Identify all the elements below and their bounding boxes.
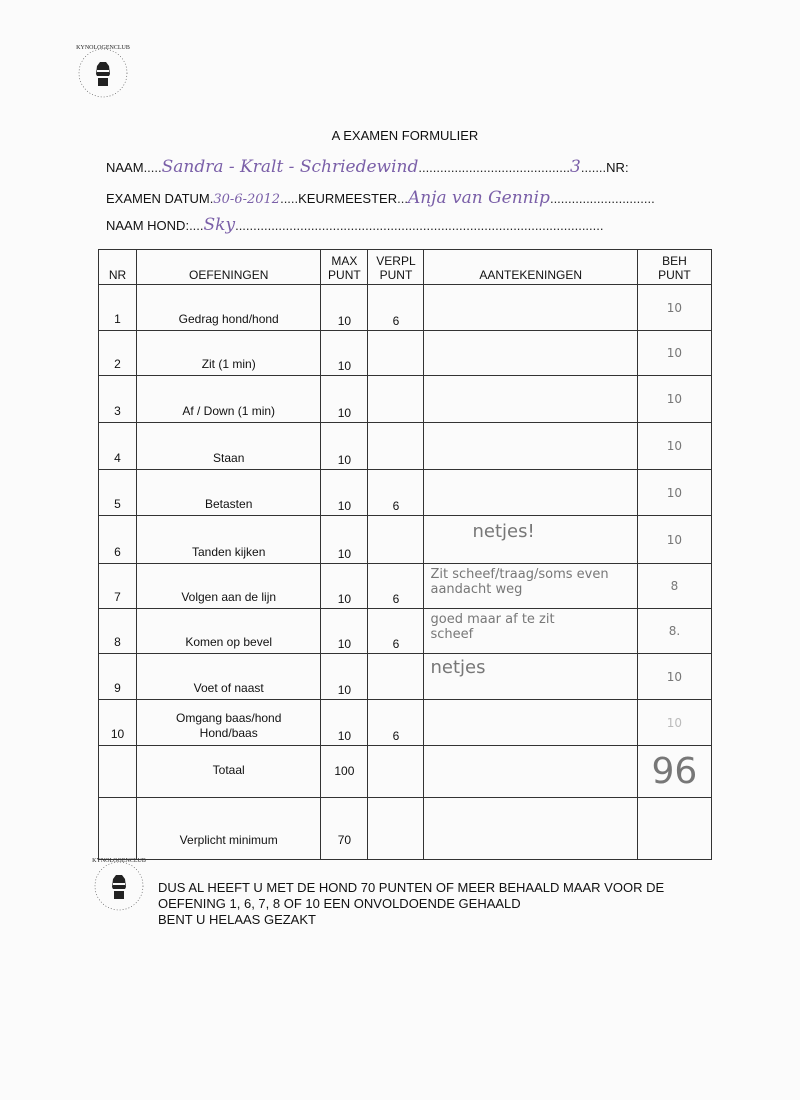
row-name: Gedrag hond/hond [137, 285, 321, 331]
row-note [424, 654, 637, 700]
row-nr: 3 [99, 376, 137, 423]
row-max: 10 [321, 609, 368, 654]
table-row [99, 654, 712, 700]
row-score: 10 [637, 700, 711, 746]
row-nr: 10 [99, 700, 137, 746]
club-logo-bottom [86, 853, 152, 919]
datum-label: EXAMEN DATUM [106, 191, 210, 206]
row-max: 10 [321, 700, 368, 746]
table-row [99, 331, 712, 376]
table-row [99, 516, 712, 564]
nr-label: NR: [606, 160, 629, 175]
row-nr: 5 [99, 470, 137, 516]
row-max: 10 [321, 423, 368, 470]
row-verpl: 6 [368, 470, 424, 516]
row-score: 8. [637, 609, 711, 654]
table-row [99, 700, 712, 746]
form-title: A EXAMEN FORMULIER [331, 128, 479, 143]
row-score: 8 [637, 564, 711, 609]
row-note [424, 423, 637, 470]
row-verpl [368, 654, 424, 700]
row-verpl [368, 331, 424, 376]
row-max: 10 [321, 285, 368, 331]
row-max: 10 [321, 470, 368, 516]
row-note [424, 609, 637, 654]
row-verpl [368, 376, 424, 423]
totaal-row [99, 746, 712, 798]
footer-notice [158, 880, 664, 928]
totaal-note [424, 746, 637, 798]
row-nr: 2 [99, 331, 137, 376]
row-name: Zit (1 min) [137, 331, 321, 376]
row-nr: 4 [99, 423, 137, 470]
row-nr: 8 [99, 609, 137, 654]
row-verpl: 6 [368, 285, 424, 331]
row-max: 10 [321, 564, 368, 609]
totaal-nr [99, 746, 137, 798]
row-note [424, 700, 637, 746]
keurmeester-label: KEURMEESTER [298, 191, 398, 206]
table-row [99, 470, 712, 516]
datum-value: 30-6-2012 [213, 192, 281, 207]
row-note [424, 564, 637, 609]
row-score: 10 [637, 470, 711, 516]
naam-value: Sandra - Kralt - Schriedewind [161, 157, 419, 177]
table-row [99, 376, 712, 423]
row-name: Voet of naast [137, 654, 321, 700]
row-nr: 7 [99, 564, 137, 609]
row-verpl: 6 [368, 609, 424, 654]
row-verpl: 6 [368, 564, 424, 609]
footer-line-2: OEFENING 1, 6, 7, 8 OF 10 EEN ONVOLDOENDE GEHAALD [158, 896, 521, 911]
svg-text:KYNOLOGENCLUB: KYNOLOGENCLUB [92, 858, 146, 864]
table-row [99, 285, 712, 331]
row-max: 10 [321, 516, 368, 564]
club-logo-top [70, 40, 136, 106]
row-max: 10 [321, 376, 368, 423]
row-name: Tanden kijken [137, 516, 321, 564]
exam-table [98, 249, 712, 860]
totaal-verpl [368, 746, 424, 798]
minimum-nr [99, 798, 137, 860]
row-note [424, 285, 637, 331]
row-note [424, 470, 637, 516]
table-header-row [99, 250, 712, 285]
hond-value: Sky [203, 215, 236, 235]
note-text: Zit scheef/traag/soms even aandacht weg [430, 567, 609, 597]
minimum-row [99, 798, 712, 860]
note-text: netjes [430, 657, 486, 678]
minimum-max: 70 [321, 798, 368, 860]
row-score: 10 [637, 285, 711, 331]
row-score: 10 [637, 376, 711, 423]
row-name: Af / Down (1 min) [137, 376, 321, 423]
table-row [99, 423, 712, 470]
row-max: 10 [321, 331, 368, 376]
minimum-note [424, 798, 637, 860]
row-verpl: 6 [368, 700, 424, 746]
table-row [99, 609, 712, 654]
header-beh: BEH PUNT [637, 250, 711, 285]
totaal-max: 100 [321, 746, 368, 798]
row-note [424, 376, 637, 423]
row-name: Betasten [137, 470, 321, 516]
hond-row: NAAM HOND:....Sky...................................................................................................... [106, 215, 604, 235]
table-row [99, 564, 712, 609]
row-score: 10 [637, 516, 711, 564]
datum-row: EXAMEN DATUM.30-6-2012.....KEURMEESTER...Anja van Gennip............................. [106, 188, 655, 208]
header-verpl: VERPL PUNT [368, 250, 424, 285]
minimum-score [637, 798, 711, 860]
hond-label: NAAM HOND: [106, 218, 190, 233]
svg-text:KYNOLOGENCLUB: KYNOLOGENCLUB [76, 45, 130, 51]
row-name: Omgang baas/hond Hond/baas [137, 700, 321, 746]
minimum-label: Verplicht minimum [137, 798, 321, 860]
totaal-label: Totaal [137, 746, 321, 798]
row-name: Komen op bevel [137, 609, 321, 654]
naam-label: NAAM [106, 160, 144, 175]
totaal-score: 96 [637, 746, 711, 798]
row-score: 10 [637, 331, 711, 376]
note-text: goed maar af te zit scheef [430, 612, 555, 642]
footer-line-3: BENT U HELAAS GEZAKT [158, 912, 316, 927]
note-text: netjes! [472, 521, 535, 542]
row-name: Staan [137, 423, 321, 470]
row-verpl [368, 423, 424, 470]
row-nr: 6 [99, 516, 137, 564]
minimum-verpl [368, 798, 424, 860]
footer-line-1: DUS AL HEEFT U MET DE HOND 70 PUNTEN OF MEER BEHAALD MAAR VOOR DE [158, 880, 665, 895]
header-aantekeningen: AANTEKENINGEN [424, 250, 637, 285]
header-nr: NR [99, 250, 137, 285]
row-name: Volgen aan de lijn [137, 564, 321, 609]
row-note [424, 516, 637, 564]
row-verpl [368, 516, 424, 564]
row-score: 10 [637, 654, 711, 700]
header-max: MAX PUNT [321, 250, 368, 285]
row-max: 10 [321, 654, 368, 700]
naam-row: NAAM.....Sandra - Kralt - Schriedewind..........................................3.......NR: [106, 157, 629, 177]
row-note [424, 331, 637, 376]
header-oefeningen: OEFENINGEN [137, 250, 321, 285]
row-score: 10 [637, 423, 711, 470]
nr-value: 3 [570, 157, 581, 177]
row-nr: 9 [99, 654, 137, 700]
keurmeester-value: Anja van Gennip [407, 188, 550, 208]
row-nr: 1 [99, 285, 137, 331]
